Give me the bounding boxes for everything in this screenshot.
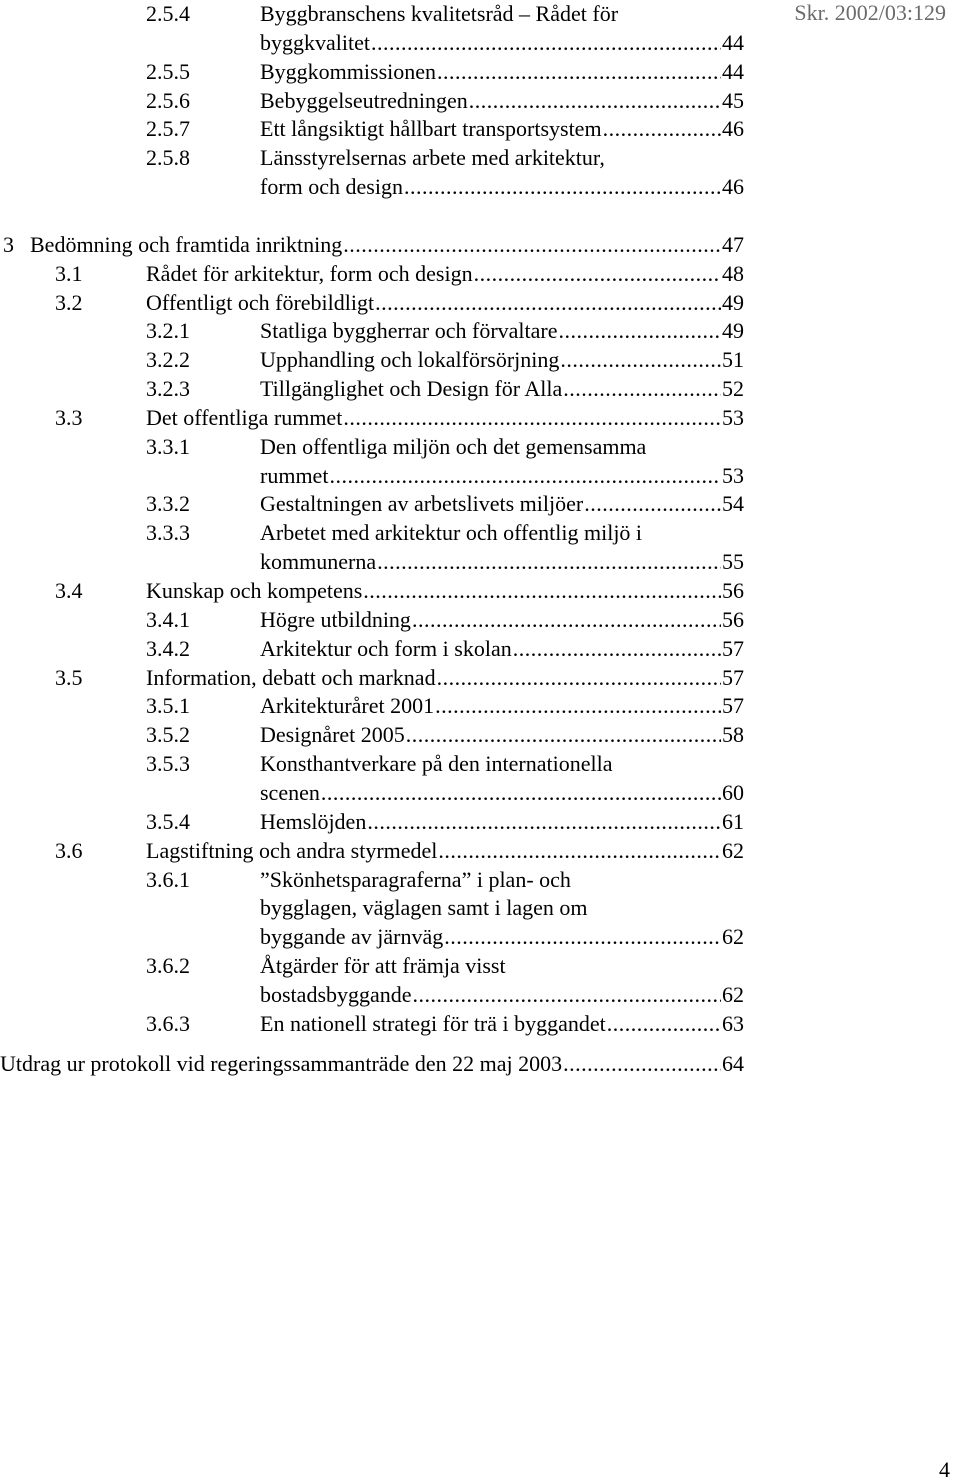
- toc-line: [0, 489, 760, 518]
- section-title: scenen: [260, 779, 320, 805]
- dot-leader: [412, 605, 721, 634]
- dot-leader: [363, 576, 721, 605]
- toc-line: [0, 143, 760, 172]
- dot-leader: [371, 28, 721, 57]
- page-ref: 52: [722, 376, 744, 402]
- section-number: 3.5: [55, 664, 83, 690]
- toc-line: [0, 634, 760, 663]
- section-number: 3.2: [55, 289, 83, 315]
- section-number: 3.2.3: [146, 376, 190, 402]
- toc-line: [0, 749, 760, 778]
- dot-leader: [435, 691, 721, 720]
- section-title: Byggkommissionen: [260, 58, 437, 84]
- section-title: Ett långsiktigt hållbart transportsystem: [260, 116, 602, 142]
- section-title: En nationell strategi för trä i byggandet: [260, 1010, 606, 1036]
- section-title: Designåret 2005: [260, 722, 405, 748]
- section-number: 3.5.1: [146, 693, 190, 719]
- toc-line: [0, 691, 760, 720]
- page-ref: 54: [722, 491, 744, 517]
- section-title: Utdrag ur protokoll vid regeringssammanträde den 22 maj 2003: [0, 1051, 563, 1077]
- dot-leader: [438, 836, 721, 865]
- toc-line: [0, 86, 760, 115]
- page-ref: 47: [722, 231, 744, 257]
- page-ref: 44: [722, 58, 744, 84]
- section-title: byggkvalitet: [260, 29, 370, 55]
- dot-leader: [558, 316, 721, 345]
- toc-line: [0, 865, 760, 894]
- toc-line: [0, 663, 760, 692]
- section-number: 3.2.2: [146, 347, 190, 373]
- section-title: bostadsbyggande: [260, 981, 412, 1007]
- toc-line: [0, 259, 760, 288]
- toc-line: [0, 1049, 760, 1078]
- toc-line: [0, 230, 760, 259]
- page-ref: 64: [722, 1051, 744, 1077]
- dot-leader: [413, 980, 721, 1009]
- toc-line: [0, 114, 760, 143]
- dot-leader: [437, 57, 721, 86]
- page-ref: 48: [722, 260, 744, 286]
- section-title: Åtgärder för att främja visst: [260, 953, 506, 979]
- toc-line: [0, 922, 760, 951]
- section-title: Arkitekturåret 2001: [260, 693, 435, 719]
- page-ref: 63: [722, 1010, 744, 1036]
- page-ref: 53: [722, 404, 744, 430]
- toc-line: [0, 316, 760, 345]
- page-ref: 62: [722, 837, 744, 863]
- section-title: Lagstiftning och andra styrmedel: [146, 837, 438, 863]
- section-number: 3.5.4: [146, 808, 190, 834]
- section-title: Offentligt och förebildligt: [146, 289, 375, 315]
- dot-leader: [406, 720, 721, 749]
- dot-leader: [329, 461, 721, 490]
- page-ref: 60: [722, 779, 744, 805]
- section-title: Bedömning och framtida inriktning: [30, 231, 343, 257]
- page-ref: 55: [722, 549, 744, 575]
- dot-leader: [321, 778, 721, 807]
- section-number: 2.5.7: [146, 116, 190, 142]
- toc-line: [0, 345, 760, 374]
- page-ref: 49: [722, 289, 744, 315]
- section-title: Hemslöjden: [260, 808, 367, 834]
- dot-leader: [404, 172, 721, 201]
- dot-leader: [563, 374, 721, 403]
- toc-line: [0, 836, 760, 865]
- section-title: Tillgänglighet och Design för Alla: [260, 376, 563, 402]
- toc-line: [0, 374, 760, 403]
- page-ref: 49: [722, 318, 744, 344]
- page-ref: 61: [722, 808, 744, 834]
- toc-line: [0, 28, 760, 57]
- section-title: Gestaltningen av arbetslivets miljöer: [260, 491, 584, 517]
- page-ref: 46: [722, 116, 744, 142]
- dot-leader: [603, 114, 721, 143]
- toc-line: [0, 172, 760, 201]
- section-number: 3.3.1: [146, 433, 190, 459]
- section-number: 3.6: [55, 837, 83, 863]
- toc-line: [0, 980, 760, 1009]
- section-title: Den offentliga miljön och det gemensamma: [260, 433, 647, 459]
- dot-leader: [563, 1049, 721, 1078]
- page-ref: 62: [722, 981, 744, 1007]
- dot-leader: [584, 489, 721, 518]
- page-ref: 57: [722, 693, 744, 719]
- section-title: Bebyggelseutredningen: [260, 87, 468, 113]
- section-number: 3.4.1: [146, 606, 190, 632]
- toc-line: [0, 403, 760, 432]
- toc-line: [0, 547, 760, 576]
- dot-leader: [377, 547, 721, 576]
- section-title: form och design: [260, 174, 403, 200]
- dot-leader: [607, 1009, 721, 1038]
- dot-leader: [469, 86, 721, 115]
- section-title: Statliga byggherrar och förvaltare: [260, 318, 558, 344]
- page-ref: 58: [722, 722, 744, 748]
- toc-line: [0, 57, 760, 86]
- section-title: Länsstyrelsernas arbete med arkitektur,: [260, 145, 605, 171]
- toc-line: [0, 807, 760, 836]
- section-number: 3.6.3: [146, 1010, 190, 1036]
- dot-leader: [437, 663, 721, 692]
- section-title: Information, debatt och marknad: [146, 664, 436, 690]
- document-reference: Skr. 2002/03:129: [794, 0, 946, 25]
- toc-line: [0, 461, 760, 490]
- page-ref: 57: [722, 635, 744, 661]
- section-number: 2.5.5: [146, 58, 190, 84]
- section-number: 3.5.3: [146, 751, 190, 777]
- toc-line: [0, 1009, 760, 1038]
- page-ref: 62: [722, 924, 744, 950]
- toc-line: [0, 893, 760, 922]
- toc-line: [0, 720, 760, 749]
- section-title: Kunskap och kompetens: [146, 578, 363, 603]
- section-title: rummet: [260, 462, 329, 488]
- section-number: 3.3.3: [146, 520, 190, 546]
- section-number: 3.6.1: [146, 866, 190, 892]
- page-ref: 53: [722, 462, 744, 488]
- section-title: ”Skönhetsparagraferna” i plan- och: [260, 866, 571, 892]
- section-title: bygglagen, väglagen samt i lagen om: [260, 895, 588, 921]
- section-title: Arkitektur och form i skolan: [260, 635, 512, 661]
- page-ref: 44: [722, 29, 744, 55]
- page-ref: 51: [722, 347, 744, 373]
- section-number: 3.5.2: [146, 722, 190, 748]
- section-title: kommunerna: [260, 549, 377, 575]
- section-title: byggande av järnväg: [260, 924, 444, 950]
- toc-line: [0, 432, 760, 461]
- dot-leader: [343, 230, 721, 259]
- page-ref: 45: [722, 87, 744, 113]
- toc-line: [0, 518, 760, 547]
- dot-leader: [474, 259, 721, 288]
- toc-line: [0, 605, 760, 634]
- section-number: 3.4: [55, 578, 83, 603]
- section-number: 3.3: [55, 404, 83, 430]
- section-number: 3: [3, 231, 14, 257]
- section-number: 3.1: [55, 260, 83, 286]
- section-number: 2.5.4: [146, 1, 190, 26]
- section-number: 3.4.2: [146, 635, 190, 661]
- page-ref: 56: [722, 606, 744, 632]
- page-ref: 46: [722, 174, 744, 200]
- section-title: Byggbranschens kvalitetsråd – Rådet för: [260, 1, 619, 26]
- section-number: 3.3.2: [146, 491, 190, 517]
- section-number: 2.5.6: [146, 87, 190, 113]
- toc-line: [0, 951, 760, 980]
- section-number: 3.2.1: [146, 318, 190, 344]
- section-title: Det offentliga rummet: [146, 404, 343, 430]
- section-title: Rådet för arkitektur, form och design: [146, 260, 473, 286]
- dot-leader: [444, 922, 721, 951]
- dot-leader: [343, 403, 721, 432]
- section-title: Högre utbildning: [260, 606, 411, 632]
- section-title: Konsthantverkare på den internationella: [260, 751, 613, 777]
- section-title: Arbetet med arkitektur och offentlig miljö i: [260, 520, 643, 546]
- toc-line: [0, 576, 760, 605]
- dot-leader: [367, 807, 721, 836]
- page-ref: 56: [722, 578, 744, 603]
- section-number: 3.6.2: [146, 953, 190, 979]
- dot-leader: [375, 288, 721, 317]
- section-number: 2.5.8: [146, 145, 190, 171]
- dot-leader: [560, 345, 721, 374]
- toc-line: [0, 778, 760, 807]
- page-number: 4: [939, 1457, 950, 1482]
- section-title: Upphandling och lokalförsörjning: [260, 347, 560, 373]
- dot-leader: [513, 634, 721, 663]
- toc-line: [0, 0, 760, 28]
- page-ref: 57: [722, 664, 744, 690]
- toc-line: [0, 288, 760, 317]
